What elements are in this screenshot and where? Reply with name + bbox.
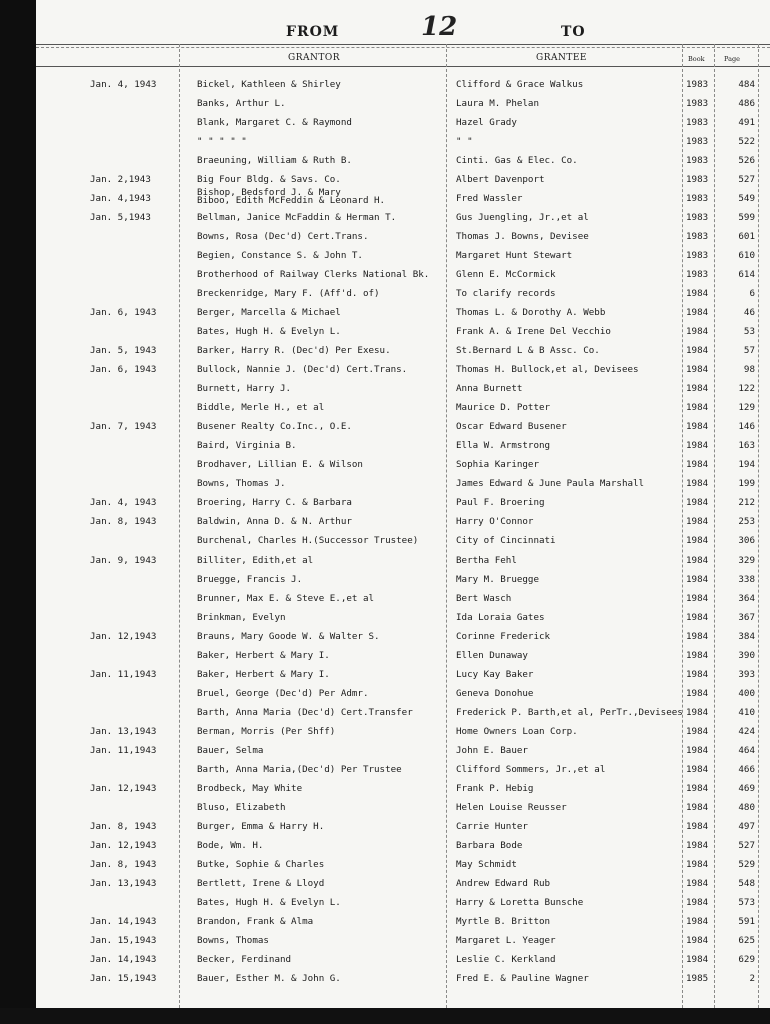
ledger-row xyxy=(36,593,770,611)
grantee-cell: Gus Juengling, Jr.,et al xyxy=(456,212,589,224)
grantee-cell: Margaret Hunt Stewart xyxy=(456,250,573,262)
book-cell: 1984 xyxy=(686,345,709,357)
grantee-cell: St.Bernard L & B Assc. Co. xyxy=(456,345,600,357)
grantee-cell: Laura M. Phelan xyxy=(456,98,539,110)
ledger-row xyxy=(36,707,770,725)
grantor-cell: Bishop, Bedsford J. & Mary xyxy=(197,187,341,199)
page-cell: 591 xyxy=(738,915,755,927)
ledger-row xyxy=(36,535,770,553)
page-cell: 6 xyxy=(749,288,755,300)
page-cell: 599 xyxy=(738,212,755,224)
date-cell: Jan. 15,1943 xyxy=(90,972,157,984)
ledger-row xyxy=(36,269,770,287)
book-cell: 1984 xyxy=(686,516,709,528)
grantee-cell: To clarify records xyxy=(456,288,556,300)
book-cell: 1984 xyxy=(686,725,709,737)
grantee-cell: Hazel Grady xyxy=(456,117,517,129)
grantee-cell: Thomas L. & Dorothy A. Webb xyxy=(456,307,606,319)
page-cell: 57 xyxy=(743,345,755,357)
page-cell: 614 xyxy=(738,269,755,281)
grantor-cell: Barth, Anna Maria,(Dec'd) Per Trustee xyxy=(197,763,402,775)
date-cell: Jan. 4, 1943 xyxy=(90,79,157,90)
book-cell: 1984 xyxy=(686,497,709,509)
ledger-row xyxy=(36,155,770,173)
book-cell: 1984 xyxy=(686,744,709,756)
date-cell: Jan. 8, 1943 xyxy=(90,516,157,528)
book-cell: 1984 xyxy=(686,687,709,699)
grantor-cell: Bowns, Thomas J. xyxy=(197,478,286,490)
grantee-cell: Fred E. & Pauline Wagner xyxy=(456,972,589,984)
grantee-cell: Frank P. Hebig xyxy=(456,782,534,794)
grantor-cell: Bellman, Janice McFaddin & Herman T. xyxy=(197,212,397,224)
ledger-row xyxy=(36,402,770,420)
book-cell: 1984 xyxy=(686,554,709,566)
date-cell: Jan. 4,1943 xyxy=(90,193,151,205)
book-cell: 1983 xyxy=(686,269,709,281)
page-cell: 393 xyxy=(738,668,755,680)
grantee-cell: John E. Bauer xyxy=(456,744,528,756)
date-cell: Jan. 5,1943 xyxy=(90,212,151,224)
grantor-cell-second-line: Biboo, Edith McFeddin & Leonard H. xyxy=(197,195,386,207)
grantor-cell: Berger, Marcella & Michael xyxy=(197,307,341,319)
ledger-row xyxy=(36,79,770,97)
ledger-row xyxy=(36,307,770,325)
grantee-cell: Thomas H. Bullock,et al, Devisees xyxy=(456,364,639,376)
book-cell: 1984 xyxy=(686,782,709,794)
grantee-cell: Barbara Bode xyxy=(456,839,523,851)
page-cell: 529 xyxy=(738,858,755,870)
book-cell: 1984 xyxy=(686,763,709,775)
grantee-cell: Ellen Dunaway xyxy=(456,649,528,661)
grantor-cell: Breckenridge, Mary F. (Aff'd. of) xyxy=(197,288,380,300)
ledger-page xyxy=(36,0,770,1008)
grantor-cell: " " " " " xyxy=(197,136,247,148)
ledger-row xyxy=(36,574,770,592)
book-cell: 1984 xyxy=(686,630,709,642)
book-cell: 1984 xyxy=(686,706,709,718)
ledger-row xyxy=(36,859,770,877)
grantee-heading: GRANTEE xyxy=(536,53,587,63)
header-rule-top-2 xyxy=(36,47,770,48)
book-cell: 1984 xyxy=(686,535,709,547)
book-cell: 1983 xyxy=(686,117,709,129)
grantor-cell: Bullock, Nannie J. (Dec'd) Cert.Trans. xyxy=(197,364,408,376)
page-cell: 212 xyxy=(738,497,755,509)
book-cell: 1983 xyxy=(686,136,709,148)
grantor-cell: Bauer, Esther M. & John G. xyxy=(197,972,341,984)
grantor-cell: Baker, Herbert & Mary I. xyxy=(197,668,330,680)
date-cell: Jan. 8, 1943 xyxy=(90,820,157,832)
to-heading: TO xyxy=(561,24,586,40)
book-cell: 1983 xyxy=(686,193,709,205)
date-cell: Jan. 6, 1943 xyxy=(90,307,157,319)
grantor-cell: Burnett, Harry J. xyxy=(197,383,292,395)
ledger-row xyxy=(36,612,770,630)
book-cell: 1984 xyxy=(686,440,709,452)
page-cell: 253 xyxy=(738,516,755,528)
grantor-cell: Brinkman, Evelyn xyxy=(197,611,286,623)
book-cell: 1984 xyxy=(686,478,709,490)
grantor-cell: Braeuning, William & Ruth B. xyxy=(197,155,352,167)
ledger-row xyxy=(36,516,770,534)
grantee-cell: Ella W. Armstrong xyxy=(456,440,551,452)
page-cell: 400 xyxy=(738,687,755,699)
book-cell: 1984 xyxy=(686,611,709,623)
ledger-row xyxy=(36,459,770,477)
date-cell: Jan. 11,1943 xyxy=(90,744,157,756)
grantee-cell: Oscar Edward Busener xyxy=(456,421,567,433)
page-cell: 466 xyxy=(738,763,755,775)
book-cell: 1984 xyxy=(686,421,709,433)
book-heading: Book xyxy=(688,55,705,63)
page-cell: 163 xyxy=(738,440,755,452)
grantor-cell: Brunner, Max E. & Steve E.,et al xyxy=(197,592,375,604)
date-cell: Jan. 13,1943 xyxy=(90,877,157,889)
grantor-cell: Biddle, Merle H., et al xyxy=(197,402,325,414)
book-cell: 1984 xyxy=(686,953,709,965)
grantee-cell: Harry & Loretta Bunsche xyxy=(456,896,584,908)
grantor-cell: Big Four Bldg. & Savs. Co. xyxy=(197,174,341,186)
ledger-row xyxy=(36,631,770,649)
grantor-cell: Billiter, Edith,et al xyxy=(197,554,314,566)
scan-edge-bottom xyxy=(0,1008,770,1024)
book-cell: 1984 xyxy=(686,801,709,813)
page-heading: Page xyxy=(724,55,740,63)
ledger-row xyxy=(36,421,770,439)
date-cell: Jan. 2,1943 xyxy=(90,174,151,186)
grantor-cell: Bertlett, Irene & Lloyd xyxy=(197,877,325,889)
ledger-row xyxy=(36,916,770,934)
grantee-cell: Sophia Karinger xyxy=(456,459,539,471)
header-rule-top xyxy=(36,44,770,45)
grantee-cell: Geneva Donohue xyxy=(456,687,534,699)
book-cell: 1984 xyxy=(686,573,709,585)
page-number: 12 xyxy=(421,12,458,42)
page-cell: 548 xyxy=(738,877,755,889)
date-cell: Jan. 8, 1943 xyxy=(90,858,157,870)
grantor-cell: Burchenal, Charles H.(Successor Trustee) xyxy=(197,535,419,547)
grantee-cell: Harry O'Connor xyxy=(456,516,534,528)
ledger-row xyxy=(36,821,770,839)
page-cell: 527 xyxy=(738,174,755,186)
book-cell: 1984 xyxy=(686,383,709,395)
book-cell: 1983 xyxy=(686,250,709,262)
grantor-cell: Butke, Sophie & Charles xyxy=(197,858,325,870)
date-cell: Jan. 15,1943 xyxy=(90,934,157,946)
book-cell: 1984 xyxy=(686,326,709,338)
grantee-cell: Carrie Hunter xyxy=(456,820,528,832)
grantor-cell: Bruegge, Francis J. xyxy=(197,573,303,585)
grantor-cell: Banks, Arthur L. xyxy=(197,98,286,110)
book-cell: 1983 xyxy=(686,98,709,110)
grantee-cell: Home Owners Loan Corp. xyxy=(456,725,578,737)
grantor-cell: Bowns, Rosa (Dec'd) Cert.Trans. xyxy=(197,231,369,243)
grantee-cell: Leslie C. Kerkland xyxy=(456,953,556,965)
ledger-row xyxy=(36,745,770,763)
grantee-cell: Fred Wassler xyxy=(456,193,523,205)
grantor-cell: Bickel, Kathleen & Shirley xyxy=(197,79,341,90)
page-cell: 53 xyxy=(743,326,755,338)
grantee-cell: Bertha Fehl xyxy=(456,554,517,566)
grantee-cell: Clifford & Grace Walkus xyxy=(456,79,584,90)
ledger-row xyxy=(36,345,770,363)
ledger-row xyxy=(36,897,770,915)
book-cell: 1984 xyxy=(686,649,709,661)
page-cell: 390 xyxy=(738,649,755,661)
book-cell: 1984 xyxy=(686,915,709,927)
grantor-cell: Busener Realty Co.Inc., O.E. xyxy=(197,421,352,433)
ledger-row xyxy=(36,555,770,573)
page-cell: 146 xyxy=(738,421,755,433)
book-cell: 1984 xyxy=(686,858,709,870)
page-cell: 491 xyxy=(738,117,755,129)
page-cell: 129 xyxy=(738,402,755,414)
page-cell: 410 xyxy=(738,706,755,718)
grantor-cell: Bates, Hugh H. & Evelyn L. xyxy=(197,896,341,908)
grantee-cell: Frederick P. Barth,et al, PerTr.,Devisees xyxy=(456,706,683,718)
ledger-row xyxy=(36,187,770,211)
ledger-row xyxy=(36,783,770,801)
grantee-cell: Margaret L. Yeager xyxy=(456,934,556,946)
grantor-cell: Barker, Harry R. (Dec'd) Per Exesu. xyxy=(197,345,391,357)
page-cell: 469 xyxy=(738,782,755,794)
grantee-cell: Anna Burnett xyxy=(456,383,523,395)
grantor-cell: Bates, Hugh H. & Evelyn L. xyxy=(197,326,341,338)
grantor-cell: Brandon, Frank & Alma xyxy=(197,915,314,927)
grantee-cell: Myrtle B. Britton xyxy=(456,915,551,927)
page-cell: 199 xyxy=(738,478,755,490)
date-cell: Jan. 5, 1943 xyxy=(90,345,157,357)
date-cell: Jan. 6, 1943 xyxy=(90,364,157,376)
grantor-cell: Begien, Constance S. & John T. xyxy=(197,250,363,262)
date-cell: Jan. 9, 1943 xyxy=(90,554,157,566)
ledger-row xyxy=(36,497,770,515)
grantee-cell: Bert Wasch xyxy=(456,592,512,604)
ledger-row xyxy=(36,478,770,496)
book-cell: 1984 xyxy=(686,820,709,832)
ledger-row xyxy=(36,326,770,344)
grantor-cell: Berman, Morris (Per Shff) xyxy=(197,725,336,737)
page-cell: 367 xyxy=(738,611,755,623)
date-cell: Jan. 7, 1943 xyxy=(90,421,157,433)
grantor-cell: Barth, Anna Maria (Dec'd) Cert.Transfer xyxy=(197,706,413,718)
page-cell: 629 xyxy=(738,953,755,965)
grantee-cell: Maurice D. Potter xyxy=(456,402,551,414)
book-cell: 1984 xyxy=(686,364,709,376)
page-cell: 549 xyxy=(738,193,755,205)
grantee-cell: James Edward & June Paula Marshall xyxy=(456,478,645,490)
page-cell: 464 xyxy=(738,744,755,756)
grantee-cell: Mary M. Bruegge xyxy=(456,573,539,585)
book-cell: 1983 xyxy=(686,155,709,167)
page-cell: 384 xyxy=(738,630,755,642)
page-cell: 480 xyxy=(738,801,755,813)
page-cell: 601 xyxy=(738,231,755,243)
ledger-row xyxy=(36,973,770,991)
date-cell: Jan. 12,1943 xyxy=(90,839,157,851)
grantor-cell: Baird, Virginia B. xyxy=(197,440,297,452)
grantor-cell: Bruel, George (Dec'd) Per Admr. xyxy=(197,687,369,699)
page-cell: 122 xyxy=(738,383,755,395)
ledger-row xyxy=(36,231,770,249)
book-cell: 1984 xyxy=(686,592,709,604)
grantor-cell: Bauer, Selma xyxy=(197,744,264,756)
book-cell: 1984 xyxy=(686,839,709,851)
ledger-row xyxy=(36,726,770,744)
grantor-cell: Broering, Harry C. & Barbara xyxy=(197,497,352,509)
grantor-cell: Brodhaver, Lillian E. & Wilson xyxy=(197,459,363,471)
page-cell: 329 xyxy=(738,554,755,566)
ledger-row xyxy=(36,364,770,382)
page-cell: 306 xyxy=(738,535,755,547)
ledger-row xyxy=(36,117,770,135)
page-cell: 2 xyxy=(749,972,755,984)
ledger-row xyxy=(36,650,770,668)
page-cell: 486 xyxy=(738,98,755,110)
book-cell: 1984 xyxy=(686,402,709,414)
grantee-cell: Clifford Sommers, Jr.,et al xyxy=(456,763,606,775)
page-cell: 573 xyxy=(738,896,755,908)
grantor-cell: Becker, Ferdinand xyxy=(197,953,292,965)
grantee-cell: Thomas J. Bowns, Devisee xyxy=(456,231,589,243)
page-cell: 364 xyxy=(738,592,755,604)
page-cell: 46 xyxy=(743,307,755,319)
page-cell: 625 xyxy=(738,934,755,946)
grantee-cell: Ida Loraia Gates xyxy=(456,611,545,623)
grantee-cell: Glenn E. McCormick xyxy=(456,269,556,281)
grantor-cell: Bowns, Thomas xyxy=(197,934,269,946)
page-cell: 484 xyxy=(738,79,755,90)
ledger-row xyxy=(36,840,770,858)
date-cell: Jan. 11,1943 xyxy=(90,668,157,680)
header-rule-bottom xyxy=(36,66,770,67)
grantor-cell: Brauns, Mary Goode W. & Walter S. xyxy=(197,630,380,642)
grantor-cell: Burger, Emma & Harry H. xyxy=(197,820,325,832)
book-cell: 1984 xyxy=(686,877,709,889)
ledger-row xyxy=(36,383,770,401)
grantor-cell: Brodbeck, May White xyxy=(197,782,303,794)
ledger-row xyxy=(36,98,770,116)
grantee-cell: Lucy Kay Baker xyxy=(456,668,534,680)
book-cell: 1984 xyxy=(686,459,709,471)
grantor-heading: GRANTOR xyxy=(288,53,340,63)
grantee-cell: Frank A. & Irene Del Vecchio xyxy=(456,326,611,338)
ledger-row xyxy=(36,669,770,687)
grantor-cell: Bode, Wm. H. xyxy=(197,839,264,851)
ledger-row xyxy=(36,212,770,230)
grantee-cell: Helen Louise Reusser xyxy=(456,801,567,813)
grantee-cell: Andrew Edward Rub xyxy=(456,877,551,889)
ledger-row xyxy=(36,954,770,972)
grantee-cell: Corinne Frederick xyxy=(456,630,551,642)
ledger-row xyxy=(36,764,770,782)
grantee-cell: May Schmidt xyxy=(456,858,517,870)
date-cell: Jan. 4, 1943 xyxy=(90,497,157,509)
grantor-cell: Baker, Herbert & Mary I. xyxy=(197,649,330,661)
book-cell: 1984 xyxy=(686,934,709,946)
ledger-row xyxy=(36,136,770,154)
book-cell: 1984 xyxy=(686,307,709,319)
page-cell: 497 xyxy=(738,820,755,832)
date-cell: Jan. 14,1943 xyxy=(90,953,157,965)
book-cell: 1984 xyxy=(686,896,709,908)
grantee-cell: Cinti. Gas & Elec. Co. xyxy=(456,155,578,167)
grantor-cell: Baldwin, Anna D. & N. Arthur xyxy=(197,516,352,528)
page-cell: 610 xyxy=(738,250,755,262)
book-cell: 1984 xyxy=(686,288,709,300)
book-cell: 1983 xyxy=(686,212,709,224)
grantor-cell: Blank, Margaret C. & Raymond xyxy=(197,117,352,129)
grantee-cell: " " xyxy=(456,136,473,148)
page-cell: 522 xyxy=(738,136,755,148)
ledger-row xyxy=(36,802,770,820)
ledger-row xyxy=(36,688,770,706)
ledger-row xyxy=(36,878,770,896)
page-cell: 424 xyxy=(738,725,755,737)
page-cell: 527 xyxy=(738,839,755,851)
ledger-row xyxy=(36,935,770,953)
book-cell: 1983 xyxy=(686,231,709,243)
scan-edge-left xyxy=(0,0,36,1024)
page-cell: 338 xyxy=(738,573,755,585)
page-cell: 194 xyxy=(738,459,755,471)
grantor-cell: Bluso, Elizabeth xyxy=(197,801,286,813)
ledger-row xyxy=(36,440,770,458)
date-cell: Jan. 12,1943 xyxy=(90,782,157,794)
page-cell: 98 xyxy=(743,364,755,376)
grantee-cell: Albert Davenport xyxy=(456,174,545,186)
ledger-row xyxy=(36,174,770,192)
book-cell: 1984 xyxy=(686,668,709,680)
book-cell: 1985 xyxy=(686,972,709,984)
book-cell: 1983 xyxy=(686,174,709,186)
grantee-cell: Paul F. Broering xyxy=(456,497,545,509)
book-cell: 1983 xyxy=(686,79,709,90)
ledger-row xyxy=(36,288,770,306)
date-cell: Jan. 13,1943 xyxy=(90,725,157,737)
page-cell: 526 xyxy=(738,155,755,167)
grantor-cell: Brotherhood of Railway Clerks National Bk. xyxy=(197,269,430,281)
ledger-row xyxy=(36,250,770,268)
grantee-cell: City of Cincinnati xyxy=(456,535,556,547)
date-cell: Jan. 12,1943 xyxy=(90,630,157,642)
from-heading: FROM xyxy=(286,24,340,40)
date-cell: Jan. 14,1943 xyxy=(90,915,157,927)
